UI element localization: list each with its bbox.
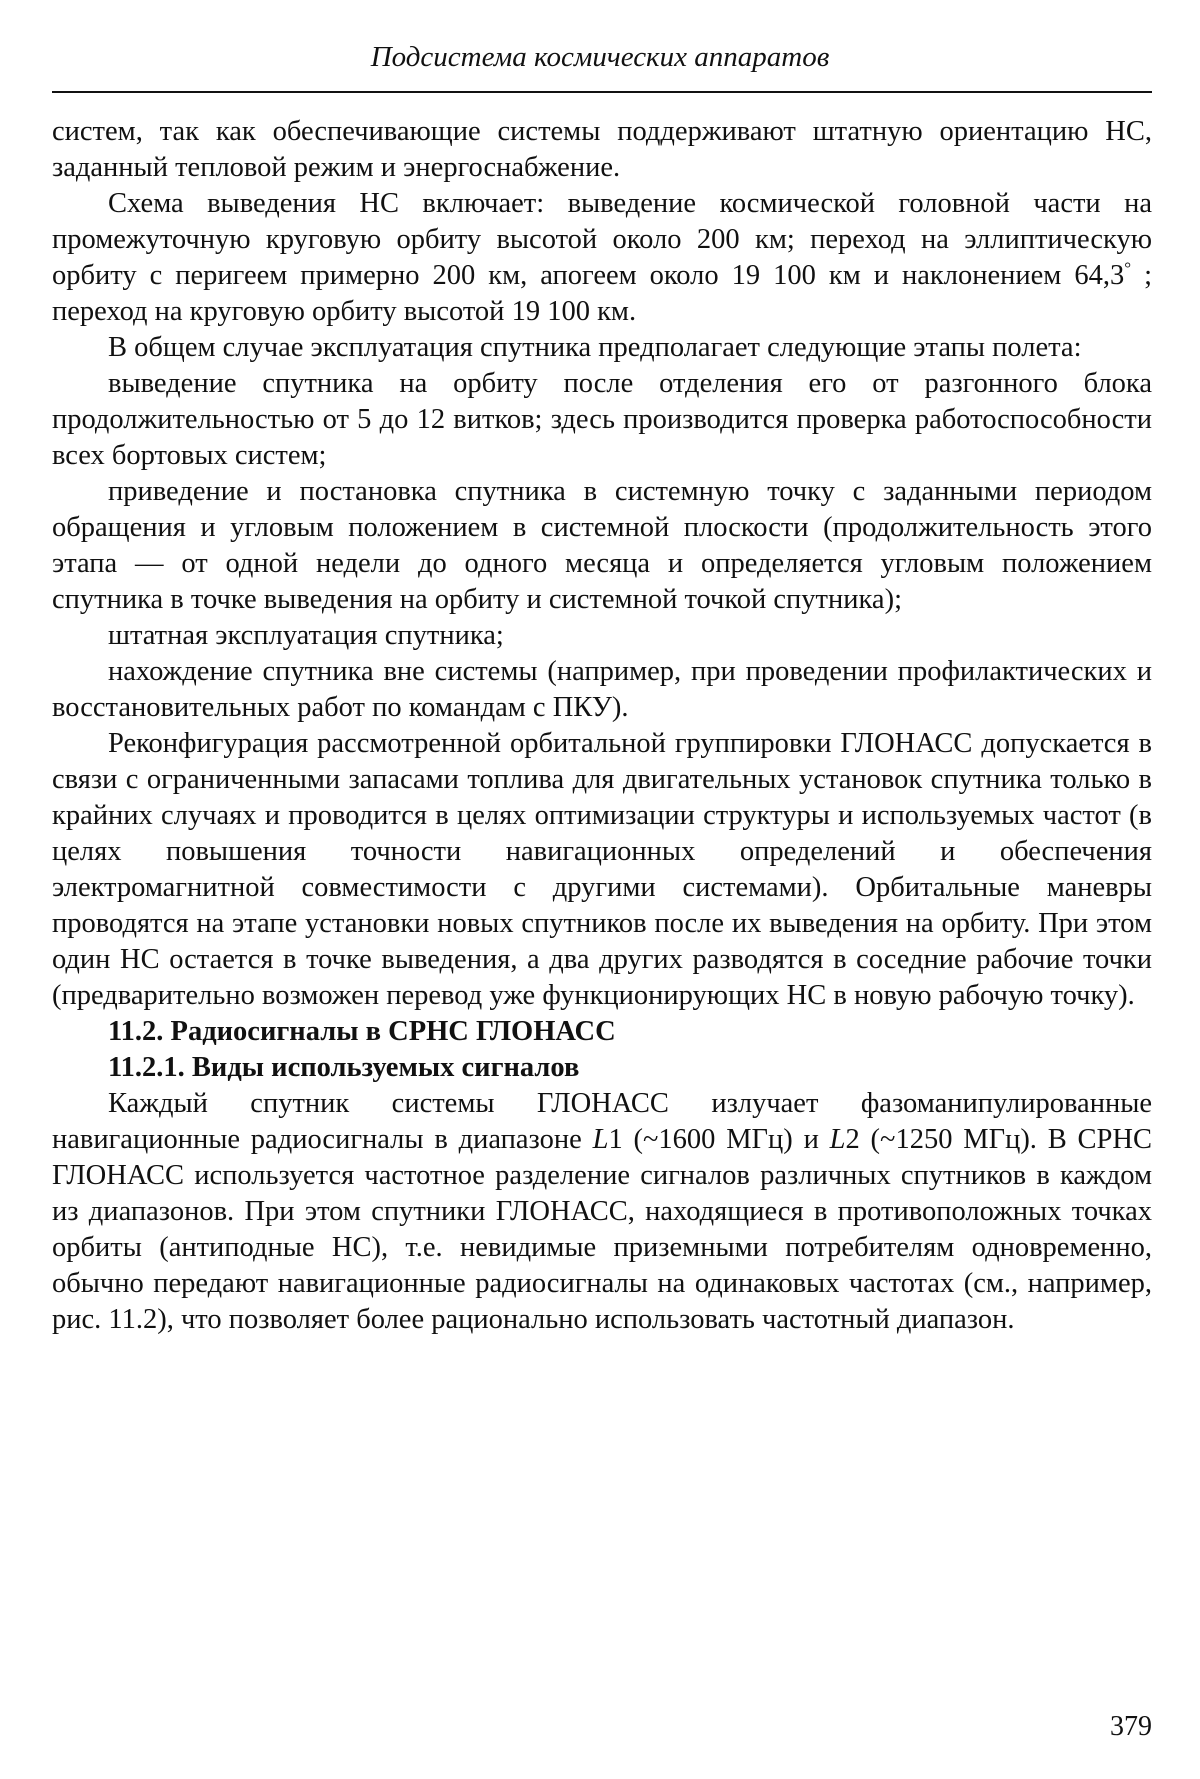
list-item-launch: выведение спутника на орбиту после отделения его от разгонного блока продолжительностью от 5 до 12 витков; здесь производится проверка работоспособности всех бортовых систем;: [52, 368, 1152, 471]
list-item-positioning: приведение и постановка спутника в системную точку с заданными периодом обращения и угловым положением в системной плоскости (продолжительность этого этапа — от одной недели до одного месяца и определяется угловым положением спутника в точке выведения на орбиту и системной точкой спутника);: [52, 476, 1152, 615]
band-l2-letter: L: [829, 1124, 846, 1155]
body-text: [52, 114, 1152, 1338]
section-heading: 11.2. Радиосигналы в СРНС ГЛОНАСС: [108, 1016, 616, 1047]
launch-scheme-text-a: Схема выведения НС включает: выведение космической головной части на промежуточную круговую орбиту высотой около 200 км; переход на эллиптическую орбиту с перигеем примерно 200 км, апогеем около 19 100 км и наклонением 64,3: [52, 188, 1152, 291]
list-item-regular-operation: штатная эксплуатация спутника;: [108, 620, 504, 651]
signals-text-a: Каждый спутник системы ГЛОНАСС излучает фазоманипулированные навигационные радиосигналы в диапазоне: [52, 1088, 1152, 1155]
band-l2-number: 2: [845, 1124, 860, 1155]
paragraph-operation-stages: В общем случае эксплуатация спутника предполагает следующие этапы полета:: [108, 332, 1082, 363]
page-number: 379: [1110, 1711, 1152, 1742]
paragraph-signals: [52, 1086, 1152, 1338]
paragraph-reconfiguration: Реконфигурация рассмотренной орбитальной группировки ГЛОНАСС допускается в связи с ограниченными запасами топлива для двигательных установок спутника только в крайних случаях и проводится в целях оптимизации структуры и используемых частот (в целях повышения точности навигационных определений и обеспечения электромагнитной совместимости с другими системами). Орбитальные маневры проводятся на этапе установки новых спутников после их выведения на орбиту. При этом один НС остается в точке выведения, а два других разводятся в соседние рабочие точки (предварительно возможен перевод уже функционирующих НС в новую рабочую точку).: [52, 728, 1152, 1011]
degree-sign: °: [1124, 258, 1132, 278]
header-rule: [52, 91, 1152, 93]
band-l1-number: 1: [608, 1124, 623, 1155]
signals-text-b: (~1600 МГц) и: [622, 1124, 830, 1155]
signals-text-c: (~1250 МГц). В СРНС ГЛОНАСС используется частотное разделение сигналов различных спутников в каждом из диапазонов. При этом спутники ГЛОНАСС, находящиеся в противоположных точках орбиты (антиподные НС), т.е. невидимые приземными потребителям одновременно, обычно передают навигационные радиосигналы на одинаковых частотах (см., например, рис. 11.2), что позволяет более рационально использовать частотный диапазон.: [52, 1124, 1152, 1335]
launch-scheme-text-b: ; переход на круговую орбиту высотой 19 100 км.: [52, 260, 1152, 327]
subsection-heading: 11.2.1. Виды используемых сигналов: [108, 1052, 580, 1083]
list-item-outside-system: нахождение спутника вне системы (например, при проведении профилактических и восстановительных работ по командам с ПКУ).: [52, 656, 1152, 723]
paragraph-launch-scheme: [52, 186, 1152, 330]
band-l1-letter: L: [592, 1124, 609, 1155]
running-header: Подсистема космических аппаратов: [370, 41, 830, 73]
paragraph-continuation: систем, так как обеспечивающие системы поддерживают штатную ориентацию НС, заданный тепловой режим и энергоснабжение.: [52, 116, 1152, 183]
